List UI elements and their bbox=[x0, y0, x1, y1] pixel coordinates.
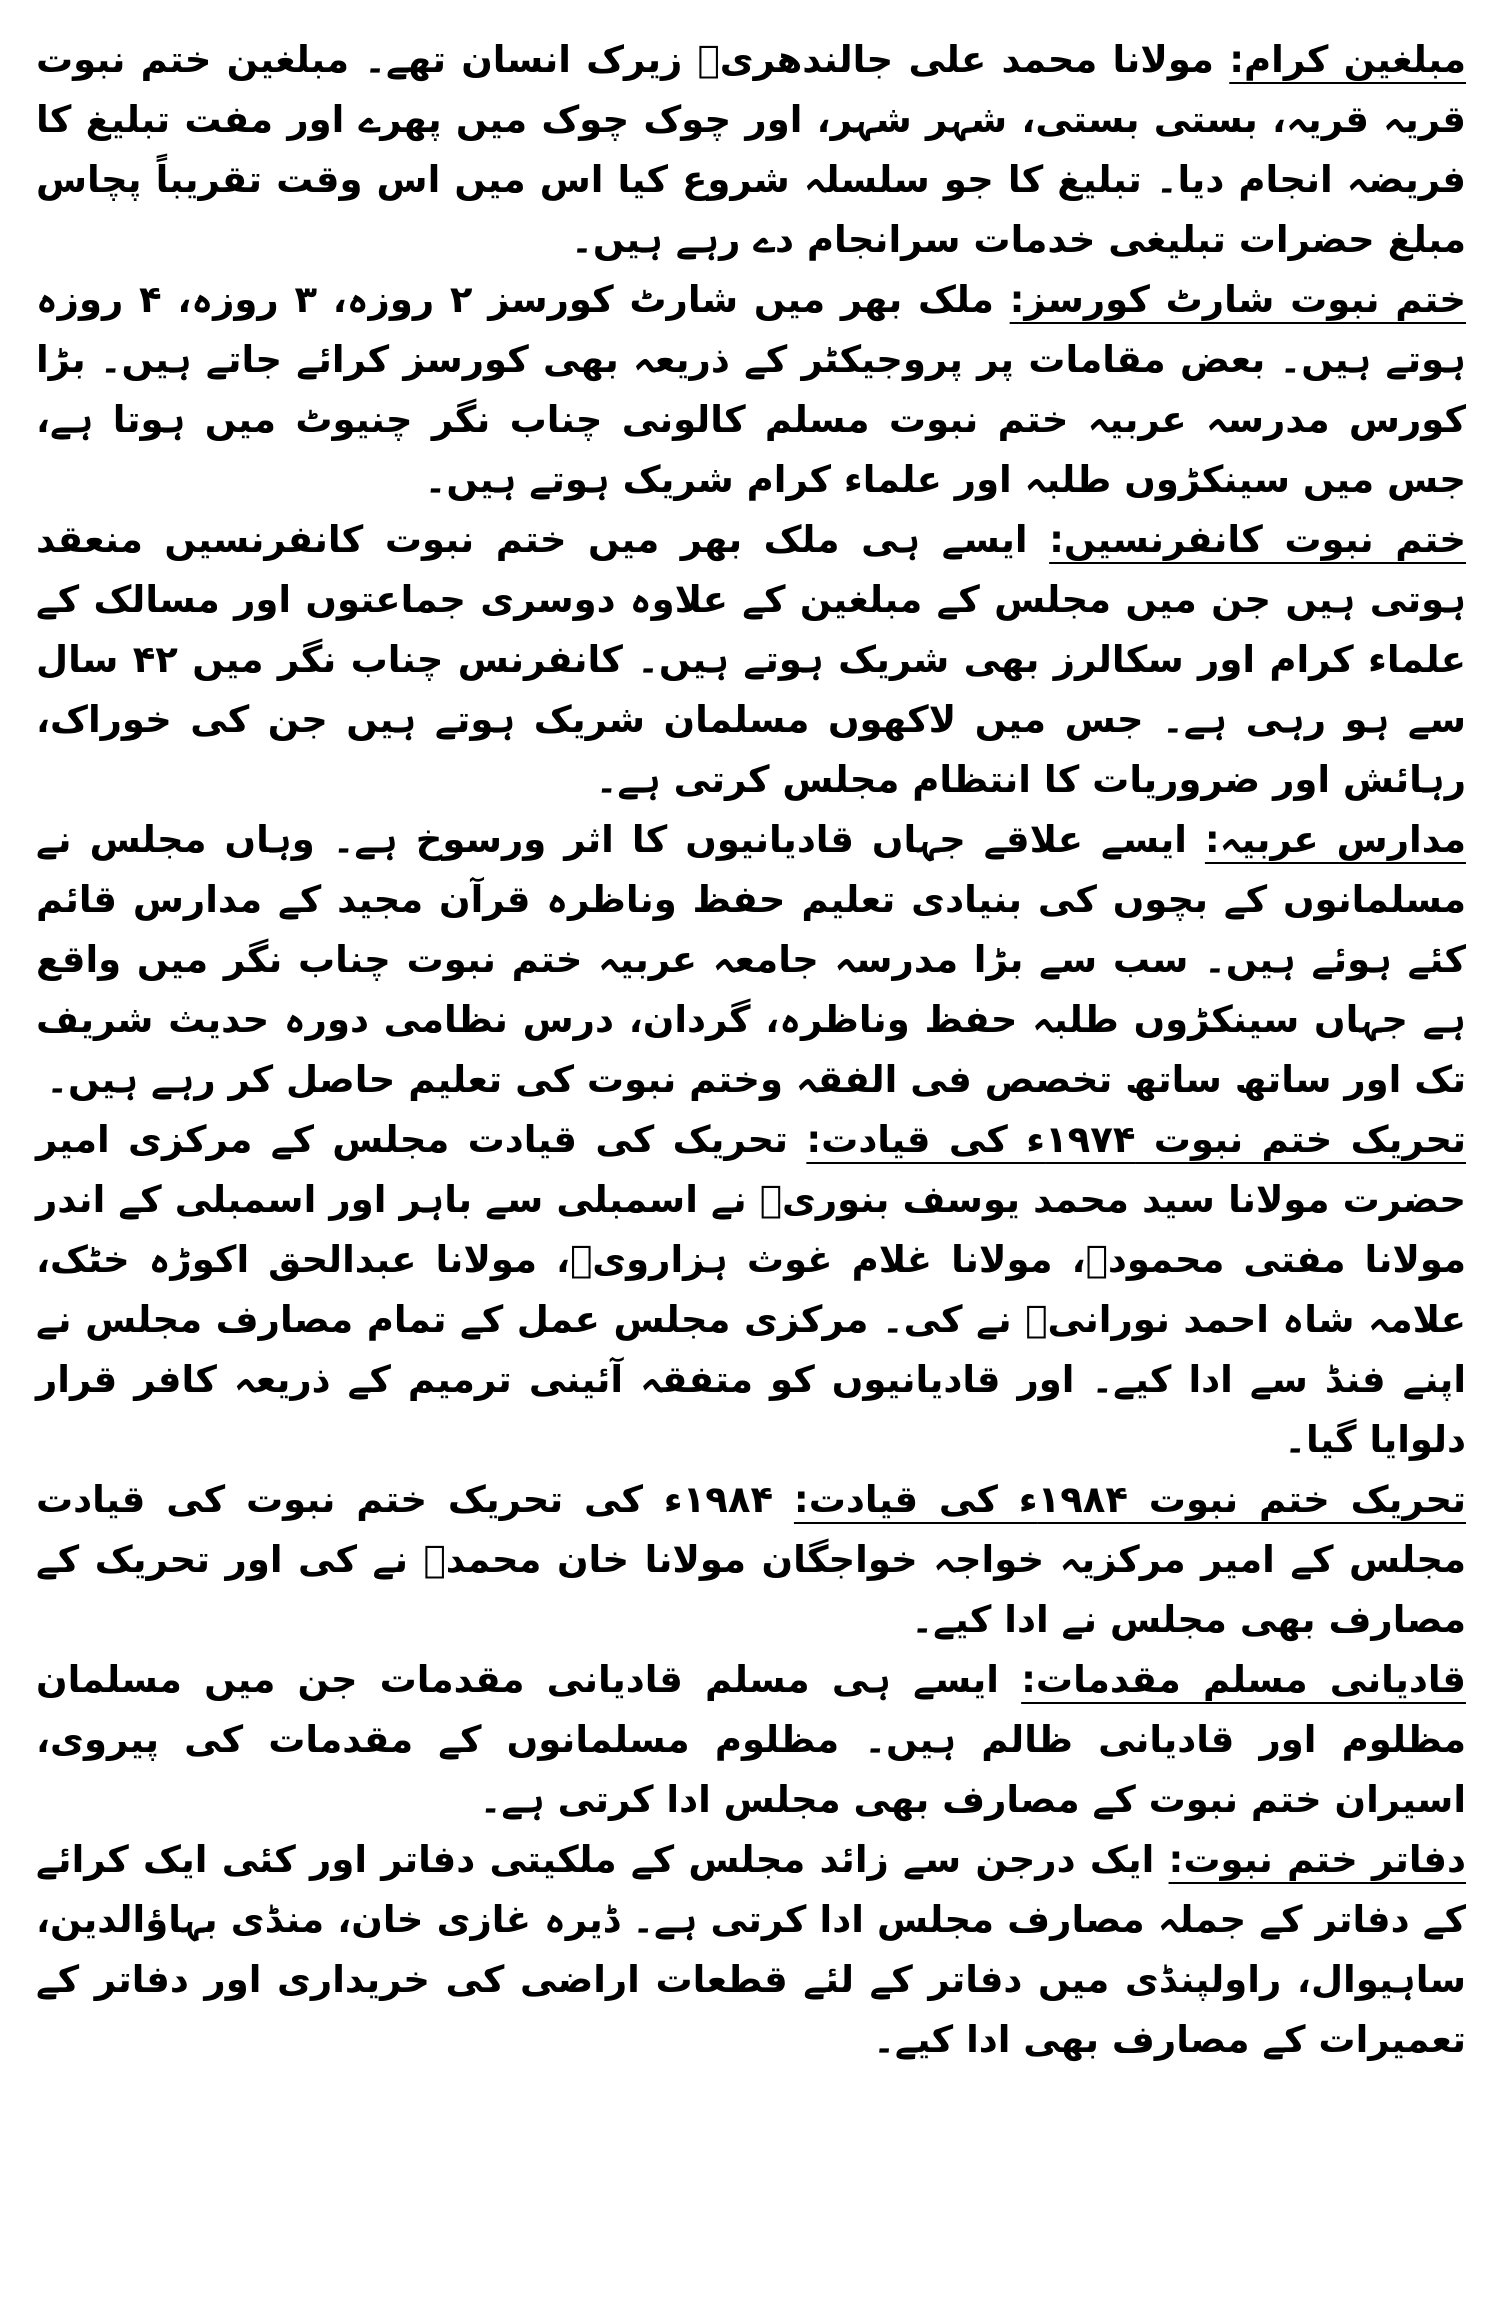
section-heading: قادیانی مسلم مقدمات: bbox=[1021, 1658, 1466, 1701]
section-body: ایک درجن سے زائد مجلس کے ملکیتی دفاتر اور کئی ایک کرائے کے دفاتر کے جملہ مصارف مجلس ادا کرتی ہے۔ ڈیرہ غازی خان، منڈی بہاؤالدین، ساہیوال، راولپنڈی میں دفاتر کے لئے قطعات اراضی کی خریداری اور دفاتر کے تعمیرات کے مصارف بھی ادا کیے۔ bbox=[36, 1838, 1466, 2061]
section-heading: دفاتر ختم نبوت: bbox=[1168, 1838, 1466, 1881]
section-body: ایسے ہی ملک بھر میں ختم نبوت کانفرنسیں منعقد ہوتی ہیں جن میں مجلس کے مبلغین کے علاوہ دوسری جماعتوں اور مسالک کے علماء کرام اور سکالرز بھی شریک ہوتے ہیں۔ کانفرنس چناب نگر میں ۴۲ سال سے ہو رہی ہے۔ جس میں لاکھوں مسلمان شریک ہوتے ہیں جن کی خوراک، رہائش اور ضروریات کا انتظام مجلس کرتی ہے۔ bbox=[36, 518, 1466, 801]
section-body: ایسے علاقے جہاں قادیانیوں کا اثر ورسوخ ہے۔ وہاں مجلس نے مسلمانوں کے بچوں کی بنیادی تعلیم حفظ وناظرہ قرآن مجید کے مدارس قائم کئے ہوئے ہیں۔ سب سے بڑا مدرسہ جامعہ عربیہ ختم نبوت چناب نگر میں واقع ہے جہاں سینکڑوں طلبہ حفظ وناظرہ، گردان، درس نظامی دورہ حدیث شریف تک اور ساتھ ساتھ تخصص فی الفقہ وختم نبوت کی تعلیم حاصل کر رہے ہیں۔ bbox=[36, 818, 1466, 1101]
section-heading: ختم نبوت کانفرنسیں: bbox=[1049, 518, 1466, 561]
section-heading: ختم نبوت شارٹ کورسز: bbox=[1009, 278, 1466, 321]
section-offices bbox=[36, 1830, 1466, 2070]
section-body: ایسے ہی مسلم قادیانی مقدمات جن میں مسلمان مظلوم اور قادیانی ظالم ہیں۔ مظلوم مسلمانوں کے مقدمات کی پیروی، اسیران ختم نبوت کے مصارف بھی مجلس ادا کرتی ہے۔ bbox=[36, 1658, 1466, 1821]
section-tehreek-1974 bbox=[36, 1110, 1466, 1470]
section-muballigheen bbox=[36, 30, 1466, 270]
section-heading: مدارس عربیہ: bbox=[1204, 818, 1466, 861]
section-conferences bbox=[36, 510, 1466, 810]
section-short-courses bbox=[36, 270, 1466, 510]
section-heading: تحریک ختم نبوت ۱۹۷۴ء کی قیادت: bbox=[806, 1118, 1466, 1161]
section-tehreek-1984 bbox=[36, 1470, 1466, 1650]
section-body: مولانا محمد علی جالندھریؒ زیرک انسان تھے۔ مبلغین ختم نبوت قریہ قریہ، بستی بستی، شہر شہر، اور چوک چوک میں پھرے اور مفت تبلیغ کا فریضہ انجام دیا۔ تبلیغ کا جو سلسلہ شروع کیا اس میں اس وقت تقریباً پچاس مبلغ حضرات تبلیغی خدمات سرانجام دے رہے ہیں۔ bbox=[36, 38, 1466, 261]
section-heading: مبلغین کرام: bbox=[1229, 38, 1466, 81]
section-madaris bbox=[36, 810, 1466, 1110]
section-court-cases bbox=[36, 1650, 1466, 1830]
section-heading: تحریک ختم نبوت ۱۹۸۴ء کی قیادت: bbox=[793, 1478, 1466, 1521]
section-body: ملک بھر میں شارٹ کورسز ۲ روزہ، ۳ روزہ، ۴ روزہ ہوتے ہیں۔ بعض مقامات پر پروجیکٹر کے ذریعہ بھی کورسز کرائے جاتے ہیں۔ بڑا کورس مدرسہ عربیہ ختم نبوت مسلم کالونی چناب نگر چنیوٹ میں ہوتا ہے، جس میں سینکڑوں طلبہ اور علماء کرام شریک ہوتے ہیں۔ bbox=[36, 278, 1466, 501]
section-body: ۱۹۸۴ء کی تحریک ختم نبوت کی قیادت مجلس کے امیر مرکزیہ خواجہ خواجگان مولانا خان محمدؒ نے کی اور تحریک کے مصارف بھی مجلس نے ادا کیے۔ bbox=[36, 1478, 1466, 1641]
section-body: تحریک کی قیادت مجلس کے مرکزی امیر حضرت مولانا سید محمد یوسف بنوریؒ نے اسمبلی سے باہر اور اسمبلی کے اندر مولانا مفتی محمودؒ، مولانا غلام غوث ہزارویؒ، مولانا عبدالحق اکوڑہ خٹک، علامہ شاہ احمد نورانیؒ نے کی۔ مرکزی مجلس عمل کے تمام مصارف مجلس نے اپنے فنڈ سے ادا کیے۔ اور قادیانیوں کو متفقہ آئینی ترمیم کے ذریعہ کافر قرار دلوایا گیا۔ bbox=[36, 1118, 1466, 1461]
